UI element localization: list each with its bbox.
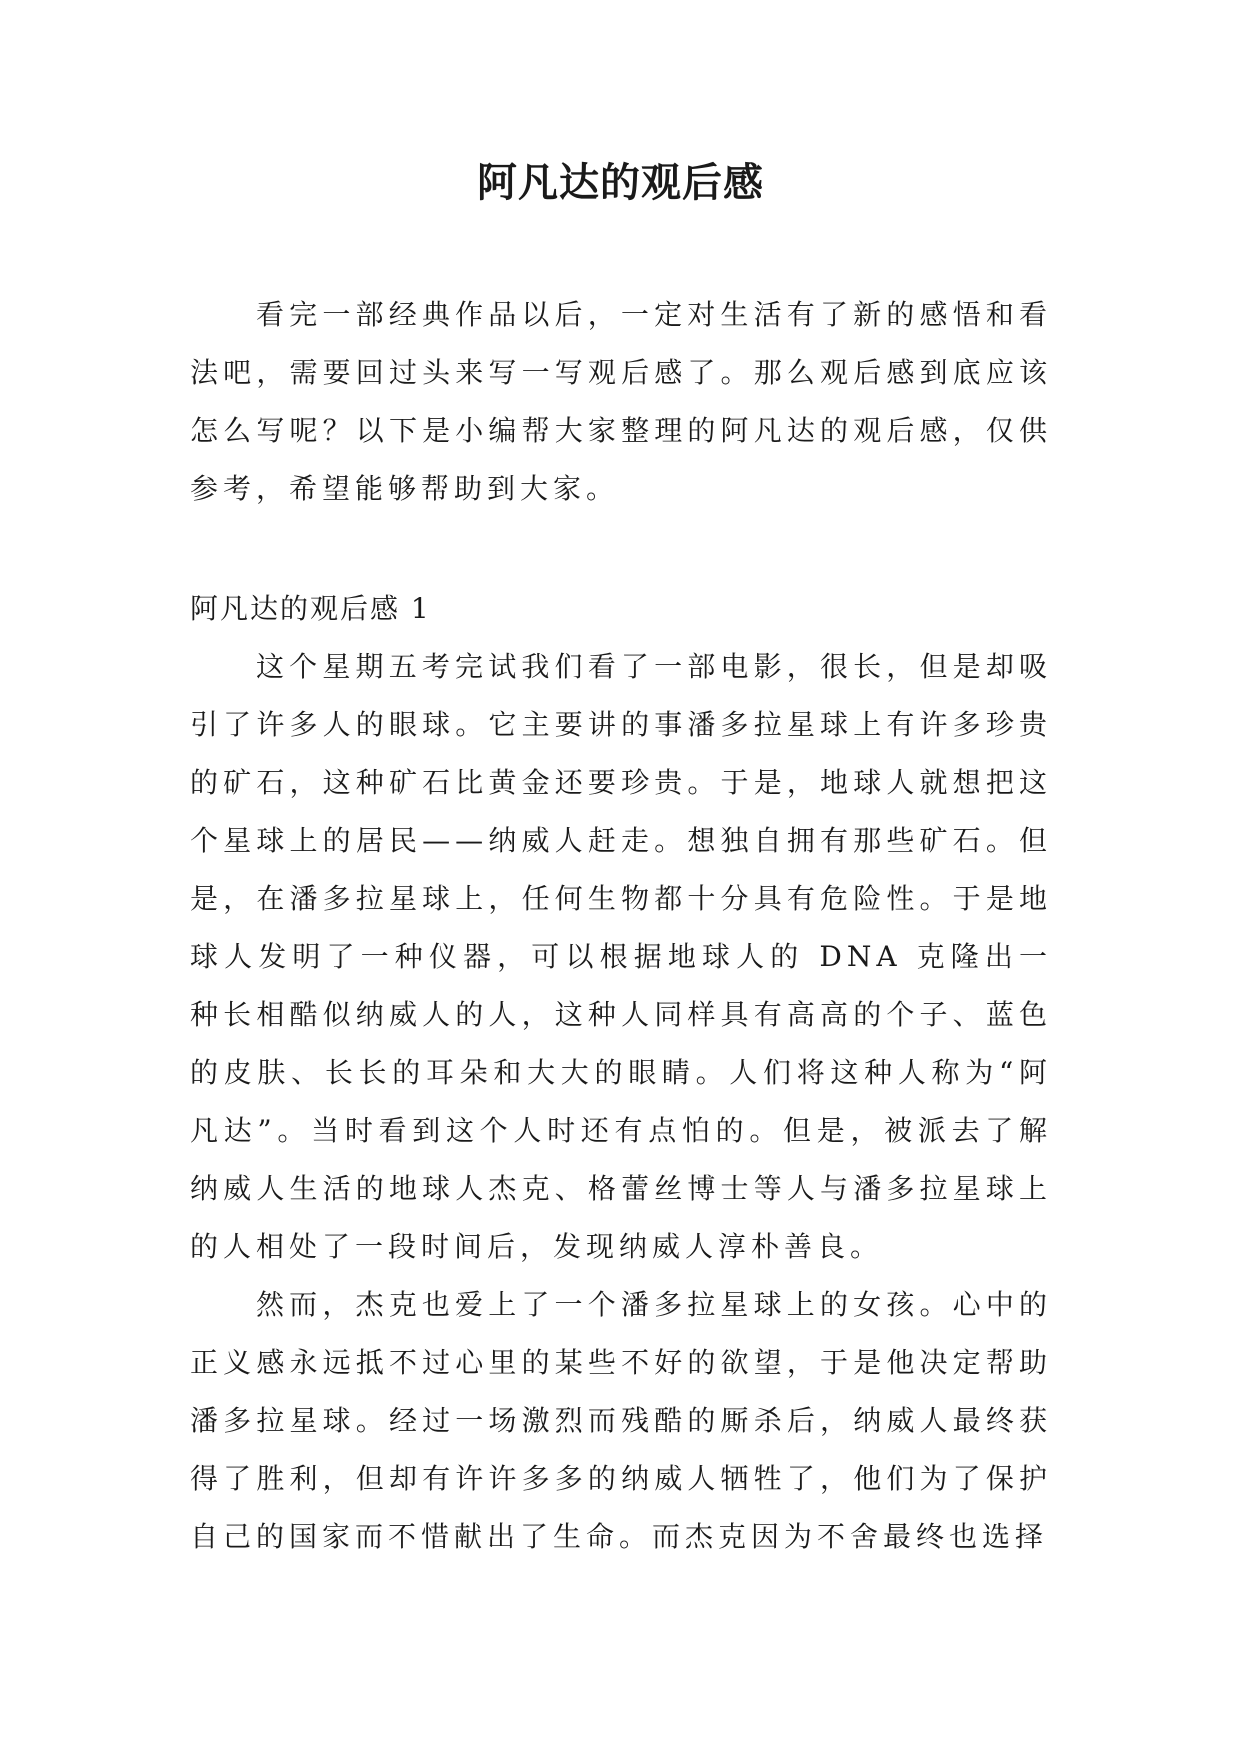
intro-text: 看完一部经典作品以后，一定对生活有了新的感悟和看法吧，需要回过头来写一写观后感了。那么观后感到底应该怎么写呢？以下是小编帮大家整理的阿凡达的观后感，仅供参考，希望能够帮助到大家。 — [190, 298, 1052, 505]
page-title: 阿凡达的观后感 — [477, 159, 764, 206]
section-heading: 阿凡达的观后感 1 — [190, 592, 431, 625]
article-body — [190, 638, 1052, 1566]
article-paragraph-2: 然而，杰克也爱上了一个潘多拉星球上的女孩。心中的正义感永远抵不过心里的某些不好的欲望，于是他决定帮助潘多拉星球。经过一场激烈而残酷的厮杀后，纳威人最终获得了胜利，但却有许许多多的纳威人牺牲了，他们为了保护自己的国家而不惜献出了生命。而杰克因为不舍最终也选择 — [190, 1288, 1052, 1553]
intro-paragraph — [190, 286, 1052, 518]
article-paragraph-1: 这个星期五考完试我们看了一部电影，很长，但是却吸引了许多人的眼球。它主要讲的事潘多拉星球上有许多珍贵的矿石，这种矿石比黄金还要珍贵。于是，地球人就想把这个星球上的居民——纳威人赶走。想独自拥有那些矿石。但是，在潘多拉星球上，任何生物都十分具有危险性。于是地球人发明了一种仪器，可以根据地球人的 DNA 克隆出一种长相酷似纳威人的人，这种人同样具有高高的个子、蓝色的皮肤、长长的耳朵和大大的眼睛。人们将这种人称为“阿凡达”。当时看到这个人时还有点怕的。但是，被派去了解纳威人生活的地球人杰克、格蕾丝博士等人与潘多拉星球上的人相处了一段时间后，发现纳威人淳朴善良。 — [190, 650, 1052, 1263]
